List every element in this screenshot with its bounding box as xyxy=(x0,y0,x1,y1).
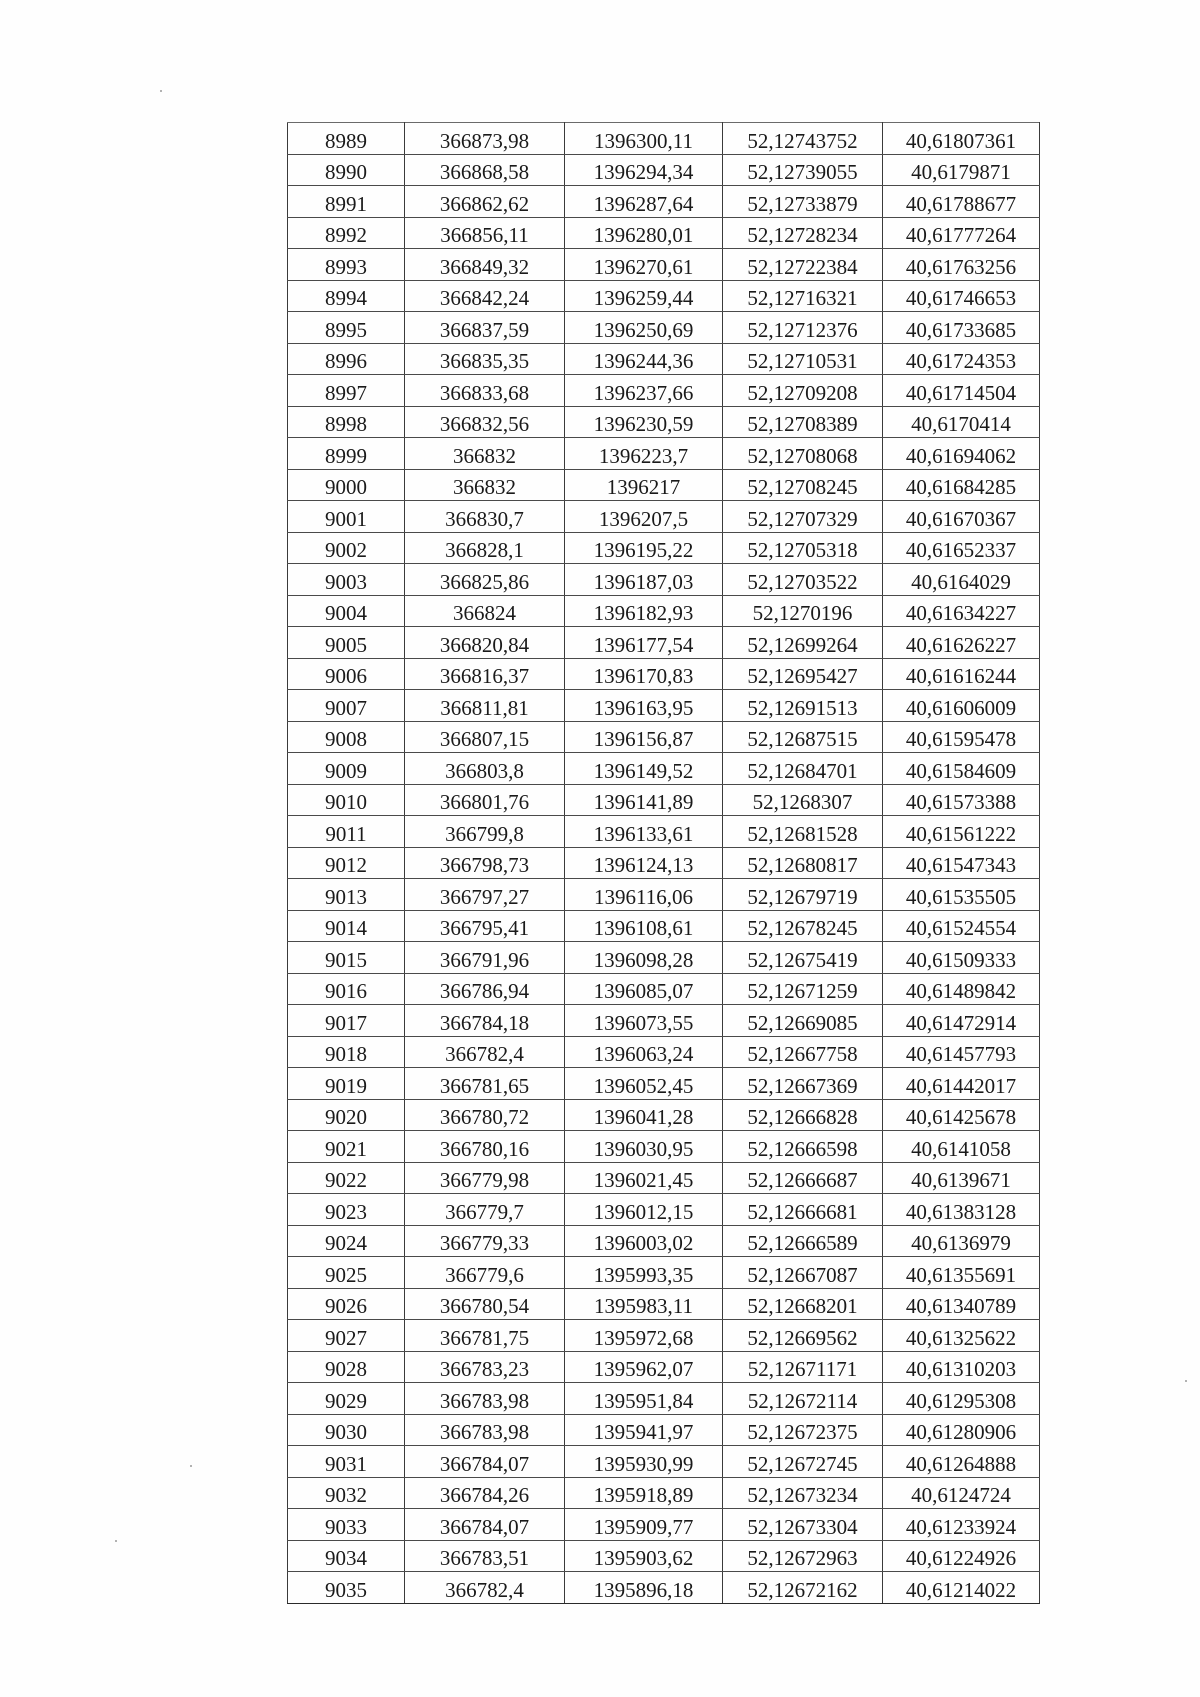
point-number-cell: 9017 xyxy=(288,1005,405,1037)
point-number-cell: 9016 xyxy=(288,973,405,1005)
point-number-cell: 8994 xyxy=(288,280,405,312)
longitude-cell: 40,6141058 xyxy=(883,1131,1040,1163)
longitude-cell: 40,6164029 xyxy=(883,564,1040,596)
table-row xyxy=(288,1446,1040,1478)
longitude-cell: 40,61595478 xyxy=(883,721,1040,753)
x-coordinate-cell: 366799,8 xyxy=(405,816,565,848)
y-coordinate-cell: 1396259,44 xyxy=(565,280,723,312)
longitude-cell: 40,61524554 xyxy=(883,910,1040,942)
x-coordinate-cell: 366791,96 xyxy=(405,942,565,974)
table-row xyxy=(288,1414,1040,1446)
longitude-cell: 40,61584609 xyxy=(883,753,1040,785)
y-coordinate-cell: 1396098,28 xyxy=(565,942,723,974)
x-coordinate-cell: 366828,1 xyxy=(405,532,565,564)
y-coordinate-cell: 1396187,03 xyxy=(565,564,723,596)
y-coordinate-cell: 1396217 xyxy=(565,469,723,501)
x-coordinate-cell: 366816,37 xyxy=(405,658,565,690)
x-coordinate-cell: 366779,98 xyxy=(405,1162,565,1194)
x-coordinate-cell: 366820,84 xyxy=(405,627,565,659)
latitude-cell: 52,12722384 xyxy=(723,249,883,281)
table-row xyxy=(288,375,1040,407)
table-row xyxy=(288,1225,1040,1257)
y-coordinate-cell: 1395896,18 xyxy=(565,1572,723,1604)
latitude-cell: 52,12679719 xyxy=(723,879,883,911)
latitude-cell: 52,12666828 xyxy=(723,1099,883,1131)
point-number-cell: 9025 xyxy=(288,1257,405,1289)
table-row xyxy=(288,1509,1040,1541)
point-number-cell: 9000 xyxy=(288,469,405,501)
y-coordinate-cell: 1396073,55 xyxy=(565,1005,723,1037)
x-coordinate-cell: 366779,6 xyxy=(405,1257,565,1289)
x-coordinate-cell: 366781,75 xyxy=(405,1320,565,1352)
latitude-cell: 52,12707329 xyxy=(723,501,883,533)
latitude-cell: 52,12671259 xyxy=(723,973,883,1005)
x-coordinate-cell: 366782,4 xyxy=(405,1572,565,1604)
x-coordinate-cell: 366868,58 xyxy=(405,154,565,186)
latitude-cell: 52,12669085 xyxy=(723,1005,883,1037)
latitude-cell: 52,12669562 xyxy=(723,1320,883,1352)
longitude-cell: 40,61670367 xyxy=(883,501,1040,533)
point-number-cell: 8989 xyxy=(288,123,405,155)
x-coordinate-cell: 366783,98 xyxy=(405,1383,565,1415)
table-row xyxy=(288,595,1040,627)
table-row xyxy=(288,1099,1040,1131)
longitude-cell: 40,61489842 xyxy=(883,973,1040,1005)
longitude-cell: 40,61724353 xyxy=(883,343,1040,375)
x-coordinate-cell: 366795,41 xyxy=(405,910,565,942)
longitude-cell: 40,61509333 xyxy=(883,942,1040,974)
latitude-cell: 52,12710531 xyxy=(723,343,883,375)
x-coordinate-cell: 366862,62 xyxy=(405,186,565,218)
latitude-cell: 52,12708245 xyxy=(723,469,883,501)
x-coordinate-cell: 366798,73 xyxy=(405,847,565,879)
point-number-cell: 9003 xyxy=(288,564,405,596)
latitude-cell: 52,12668201 xyxy=(723,1288,883,1320)
latitude-cell: 52,12666598 xyxy=(723,1131,883,1163)
x-coordinate-cell: 366797,27 xyxy=(405,879,565,911)
point-number-cell: 8990 xyxy=(288,154,405,186)
table-row xyxy=(288,280,1040,312)
latitude-cell: 52,12743752 xyxy=(723,123,883,155)
point-number-cell: 9021 xyxy=(288,1131,405,1163)
latitude-cell: 52,12666687 xyxy=(723,1162,883,1194)
latitude-cell: 52,12680817 xyxy=(723,847,883,879)
longitude-cell: 40,61355691 xyxy=(883,1257,1040,1289)
table-row xyxy=(288,217,1040,249)
point-number-cell: 9012 xyxy=(288,847,405,879)
longitude-cell: 40,6170414 xyxy=(883,406,1040,438)
table-row xyxy=(288,1540,1040,1572)
longitude-cell: 40,61295308 xyxy=(883,1383,1040,1415)
table-row xyxy=(288,532,1040,564)
point-number-cell: 9032 xyxy=(288,1477,405,1509)
latitude-cell: 52,12673304 xyxy=(723,1509,883,1541)
y-coordinate-cell: 1396207,5 xyxy=(565,501,723,533)
x-coordinate-cell: 366849,32 xyxy=(405,249,565,281)
table-row xyxy=(288,753,1040,785)
point-number-cell: 9029 xyxy=(288,1383,405,1415)
point-number-cell: 9033 xyxy=(288,1509,405,1541)
latitude-cell: 52,12708068 xyxy=(723,438,883,470)
y-coordinate-cell: 1396133,61 xyxy=(565,816,723,848)
table-row xyxy=(288,343,1040,375)
point-number-cell: 9014 xyxy=(288,910,405,942)
latitude-cell: 52,12678245 xyxy=(723,910,883,942)
x-coordinate-cell: 366784,18 xyxy=(405,1005,565,1037)
point-number-cell: 9023 xyxy=(288,1194,405,1226)
y-coordinate-cell: 1396030,95 xyxy=(565,1131,723,1163)
table-row xyxy=(288,186,1040,218)
y-coordinate-cell: 1396163,95 xyxy=(565,690,723,722)
y-coordinate-cell: 1395930,99 xyxy=(565,1446,723,1478)
y-coordinate-cell: 1396149,52 xyxy=(565,753,723,785)
point-number-cell: 9018 xyxy=(288,1036,405,1068)
latitude-cell: 52,12728234 xyxy=(723,217,883,249)
latitude-cell: 52,12673234 xyxy=(723,1477,883,1509)
x-coordinate-cell: 366832,56 xyxy=(405,406,565,438)
x-coordinate-cell: 366783,23 xyxy=(405,1351,565,1383)
latitude-cell: 52,12733879 xyxy=(723,186,883,218)
x-coordinate-cell: 366873,98 xyxy=(405,123,565,155)
y-coordinate-cell: 1396230,59 xyxy=(565,406,723,438)
longitude-cell: 40,61788677 xyxy=(883,186,1040,218)
point-number-cell: 9020 xyxy=(288,1099,405,1131)
longitude-cell: 40,6139671 xyxy=(883,1162,1040,1194)
x-coordinate-cell: 366779,7 xyxy=(405,1194,565,1226)
latitude-cell: 52,12672162 xyxy=(723,1572,883,1604)
point-number-cell: 9002 xyxy=(288,532,405,564)
point-number-cell: 9022 xyxy=(288,1162,405,1194)
x-coordinate-cell: 366833,68 xyxy=(405,375,565,407)
table-row xyxy=(288,249,1040,281)
table-row xyxy=(288,1131,1040,1163)
table-row xyxy=(288,154,1040,186)
x-coordinate-cell: 366783,98 xyxy=(405,1414,565,1446)
y-coordinate-cell: 1396041,28 xyxy=(565,1099,723,1131)
longitude-cell: 40,61535505 xyxy=(883,879,1040,911)
x-coordinate-cell: 366783,51 xyxy=(405,1540,565,1572)
y-coordinate-cell: 1396177,54 xyxy=(565,627,723,659)
y-coordinate-cell: 1396280,01 xyxy=(565,217,723,249)
latitude-cell: 52,12667758 xyxy=(723,1036,883,1068)
x-coordinate-cell: 366856,11 xyxy=(405,217,565,249)
coordinates-table-body xyxy=(288,123,1040,1604)
y-coordinate-cell: 1395972,68 xyxy=(565,1320,723,1352)
latitude-cell: 52,12708389 xyxy=(723,406,883,438)
x-coordinate-cell: 366801,76 xyxy=(405,784,565,816)
x-coordinate-cell: 366807,15 xyxy=(405,721,565,753)
table-row xyxy=(288,690,1040,722)
longitude-cell: 40,61634227 xyxy=(883,595,1040,627)
x-coordinate-cell: 366779,33 xyxy=(405,1225,565,1257)
table-row xyxy=(288,438,1040,470)
y-coordinate-cell: 1396250,69 xyxy=(565,312,723,344)
table-row xyxy=(288,721,1040,753)
y-coordinate-cell: 1396116,06 xyxy=(565,879,723,911)
table-row xyxy=(288,1194,1040,1226)
latitude-cell: 52,12703522 xyxy=(723,564,883,596)
longitude-cell: 40,61472914 xyxy=(883,1005,1040,1037)
latitude-cell: 52,12666681 xyxy=(723,1194,883,1226)
y-coordinate-cell: 1396012,15 xyxy=(565,1194,723,1226)
latitude-cell: 52,1268307 xyxy=(723,784,883,816)
longitude-cell: 40,61383128 xyxy=(883,1194,1040,1226)
longitude-cell: 40,6136979 xyxy=(883,1225,1040,1257)
latitude-cell: 52,12666589 xyxy=(723,1225,883,1257)
y-coordinate-cell: 1396182,93 xyxy=(565,595,723,627)
latitude-cell: 52,12705318 xyxy=(723,532,883,564)
table-row xyxy=(288,627,1040,659)
point-number-cell: 9024 xyxy=(288,1225,405,1257)
table-row xyxy=(288,312,1040,344)
longitude-cell: 40,61807361 xyxy=(883,123,1040,155)
longitude-cell: 40,6179871 xyxy=(883,154,1040,186)
latitude-cell: 52,12687515 xyxy=(723,721,883,753)
latitude-cell: 52,12671171 xyxy=(723,1351,883,1383)
latitude-cell: 52,12672963 xyxy=(723,1540,883,1572)
y-coordinate-cell: 1396003,02 xyxy=(565,1225,723,1257)
point-number-cell: 9008 xyxy=(288,721,405,753)
point-number-cell: 9026 xyxy=(288,1288,405,1320)
point-number-cell: 9035 xyxy=(288,1572,405,1604)
longitude-cell: 40,61233924 xyxy=(883,1509,1040,1541)
longitude-cell: 40,61264888 xyxy=(883,1446,1040,1478)
table-row xyxy=(288,784,1040,816)
point-number-cell: 9009 xyxy=(288,753,405,785)
y-coordinate-cell: 1396223,7 xyxy=(565,438,723,470)
y-coordinate-cell: 1396156,87 xyxy=(565,721,723,753)
longitude-cell: 40,61652337 xyxy=(883,532,1040,564)
longitude-cell: 40,61214022 xyxy=(883,1572,1040,1604)
point-number-cell: 9019 xyxy=(288,1068,405,1100)
table-row xyxy=(288,1572,1040,1604)
point-number-cell: 9001 xyxy=(288,501,405,533)
longitude-cell: 40,6124724 xyxy=(883,1477,1040,1509)
latitude-cell: 52,12675419 xyxy=(723,942,883,974)
point-number-cell: 9030 xyxy=(288,1414,405,1446)
longitude-cell: 40,61310203 xyxy=(883,1351,1040,1383)
x-coordinate-cell: 366837,59 xyxy=(405,312,565,344)
x-coordinate-cell: 366835,35 xyxy=(405,343,565,375)
y-coordinate-cell: 1395903,62 xyxy=(565,1540,723,1572)
y-coordinate-cell: 1396270,61 xyxy=(565,249,723,281)
longitude-cell: 40,61606009 xyxy=(883,690,1040,722)
latitude-cell: 52,12672745 xyxy=(723,1446,883,1478)
longitude-cell: 40,61684285 xyxy=(883,469,1040,501)
point-number-cell: 9004 xyxy=(288,595,405,627)
table-row xyxy=(288,406,1040,438)
latitude-cell: 52,12691513 xyxy=(723,690,883,722)
y-coordinate-cell: 1396244,36 xyxy=(565,343,723,375)
table-row xyxy=(288,658,1040,690)
point-number-cell: 9007 xyxy=(288,690,405,722)
longitude-cell: 40,61340789 xyxy=(883,1288,1040,1320)
table-row xyxy=(288,501,1040,533)
latitude-cell: 52,12672375 xyxy=(723,1414,883,1446)
x-coordinate-cell: 366811,81 xyxy=(405,690,565,722)
table-row xyxy=(288,816,1040,848)
table-row xyxy=(288,910,1040,942)
longitude-cell: 40,61626227 xyxy=(883,627,1040,659)
y-coordinate-cell: 1396085,07 xyxy=(565,973,723,1005)
longitude-cell: 40,61425678 xyxy=(883,1099,1040,1131)
latitude-cell: 52,12684701 xyxy=(723,753,883,785)
latitude-cell: 52,12739055 xyxy=(723,154,883,186)
longitude-cell: 40,61777264 xyxy=(883,217,1040,249)
table-row xyxy=(288,847,1040,879)
point-number-cell: 9027 xyxy=(288,1320,405,1352)
point-number-cell: 9031 xyxy=(288,1446,405,1478)
latitude-cell: 52,12667369 xyxy=(723,1068,883,1100)
longitude-cell: 40,61616244 xyxy=(883,658,1040,690)
y-coordinate-cell: 1396237,66 xyxy=(565,375,723,407)
point-number-cell: 8999 xyxy=(288,438,405,470)
table-row xyxy=(288,1257,1040,1289)
table-row xyxy=(288,1477,1040,1509)
scan-speck xyxy=(190,1465,192,1467)
table-row xyxy=(288,1383,1040,1415)
longitude-cell: 40,61714504 xyxy=(883,375,1040,407)
y-coordinate-cell: 1395941,97 xyxy=(565,1414,723,1446)
longitude-cell: 40,61280906 xyxy=(883,1414,1040,1446)
latitude-cell: 52,12695427 xyxy=(723,658,883,690)
latitude-cell: 52,12672114 xyxy=(723,1383,883,1415)
x-coordinate-cell: 366782,4 xyxy=(405,1036,565,1068)
y-coordinate-cell: 1395983,11 xyxy=(565,1288,723,1320)
table-row xyxy=(288,564,1040,596)
x-coordinate-cell: 366781,65 xyxy=(405,1068,565,1100)
point-number-cell: 9011 xyxy=(288,816,405,848)
point-number-cell: 9010 xyxy=(288,784,405,816)
longitude-cell: 40,61224926 xyxy=(883,1540,1040,1572)
table-row xyxy=(288,1162,1040,1194)
x-coordinate-cell: 366786,94 xyxy=(405,973,565,1005)
y-coordinate-cell: 1395909,77 xyxy=(565,1509,723,1541)
longitude-cell: 40,61325622 xyxy=(883,1320,1040,1352)
longitude-cell: 40,61457793 xyxy=(883,1036,1040,1068)
scan-speck xyxy=(1185,1380,1187,1382)
y-coordinate-cell: 1395993,35 xyxy=(565,1257,723,1289)
scan-speck xyxy=(160,90,162,92)
y-coordinate-cell: 1396021,45 xyxy=(565,1162,723,1194)
table-row xyxy=(288,123,1040,155)
point-number-cell: 9034 xyxy=(288,1540,405,1572)
y-coordinate-cell: 1396170,83 xyxy=(565,658,723,690)
point-number-cell: 9028 xyxy=(288,1351,405,1383)
x-coordinate-cell: 366784,26 xyxy=(405,1477,565,1509)
scan-speck xyxy=(115,1540,117,1542)
point-number-cell: 8991 xyxy=(288,186,405,218)
x-coordinate-cell: 366780,16 xyxy=(405,1131,565,1163)
x-coordinate-cell: 366784,07 xyxy=(405,1509,565,1541)
latitude-cell: 52,12667087 xyxy=(723,1257,883,1289)
y-coordinate-cell: 1396294,34 xyxy=(565,154,723,186)
table-row xyxy=(288,973,1040,1005)
table-row xyxy=(288,1068,1040,1100)
latitude-cell: 52,12712376 xyxy=(723,312,883,344)
y-coordinate-cell: 1396195,22 xyxy=(565,532,723,564)
longitude-cell: 40,61573388 xyxy=(883,784,1040,816)
table-row xyxy=(288,879,1040,911)
y-coordinate-cell: 1396141,89 xyxy=(565,784,723,816)
y-coordinate-cell: 1396300,11 xyxy=(565,123,723,155)
point-number-cell: 9015 xyxy=(288,942,405,974)
y-coordinate-cell: 1395962,07 xyxy=(565,1351,723,1383)
point-number-cell: 8997 xyxy=(288,375,405,407)
y-coordinate-cell: 1396052,45 xyxy=(565,1068,723,1100)
y-coordinate-cell: 1396063,24 xyxy=(565,1036,723,1068)
longitude-cell: 40,61694062 xyxy=(883,438,1040,470)
table-row xyxy=(288,469,1040,501)
latitude-cell: 52,12699264 xyxy=(723,627,883,659)
point-number-cell: 8993 xyxy=(288,249,405,281)
y-coordinate-cell: 1395951,84 xyxy=(565,1383,723,1415)
x-coordinate-cell: 366832 xyxy=(405,469,565,501)
point-number-cell: 8998 xyxy=(288,406,405,438)
y-coordinate-cell: 1396108,61 xyxy=(565,910,723,942)
longitude-cell: 40,61442017 xyxy=(883,1068,1040,1100)
table-row xyxy=(288,1005,1040,1037)
point-number-cell: 8992 xyxy=(288,217,405,249)
table-row xyxy=(288,1288,1040,1320)
x-coordinate-cell: 366784,07 xyxy=(405,1446,565,1478)
latitude-cell: 52,12716321 xyxy=(723,280,883,312)
point-number-cell: 8995 xyxy=(288,312,405,344)
latitude-cell: 52,1270196 xyxy=(723,595,883,627)
point-number-cell: 9006 xyxy=(288,658,405,690)
y-coordinate-cell: 1395918,89 xyxy=(565,1477,723,1509)
x-coordinate-cell: 366780,54 xyxy=(405,1288,565,1320)
y-coordinate-cell: 1396287,64 xyxy=(565,186,723,218)
longitude-cell: 40,61746653 xyxy=(883,280,1040,312)
x-coordinate-cell: 366825,86 xyxy=(405,564,565,596)
x-coordinate-cell: 366832 xyxy=(405,438,565,470)
longitude-cell: 40,61561222 xyxy=(883,816,1040,848)
table-row xyxy=(288,1320,1040,1352)
x-coordinate-cell: 366803,8 xyxy=(405,753,565,785)
table-row xyxy=(288,942,1040,974)
y-coordinate-cell: 1396124,13 xyxy=(565,847,723,879)
point-number-cell: 9013 xyxy=(288,879,405,911)
latitude-cell: 52,12709208 xyxy=(723,375,883,407)
x-coordinate-cell: 366842,24 xyxy=(405,280,565,312)
x-coordinate-cell: 366830,7 xyxy=(405,501,565,533)
longitude-cell: 40,61733685 xyxy=(883,312,1040,344)
x-coordinate-cell: 366824 xyxy=(405,595,565,627)
point-number-cell: 9005 xyxy=(288,627,405,659)
table-row xyxy=(288,1351,1040,1383)
coordinates-table xyxy=(287,122,1040,1604)
latitude-cell: 52,12681528 xyxy=(723,816,883,848)
table-row xyxy=(288,1036,1040,1068)
x-coordinate-cell: 366780,72 xyxy=(405,1099,565,1131)
longitude-cell: 40,61547343 xyxy=(883,847,1040,879)
longitude-cell: 40,61763256 xyxy=(883,249,1040,281)
point-number-cell: 8996 xyxy=(288,343,405,375)
